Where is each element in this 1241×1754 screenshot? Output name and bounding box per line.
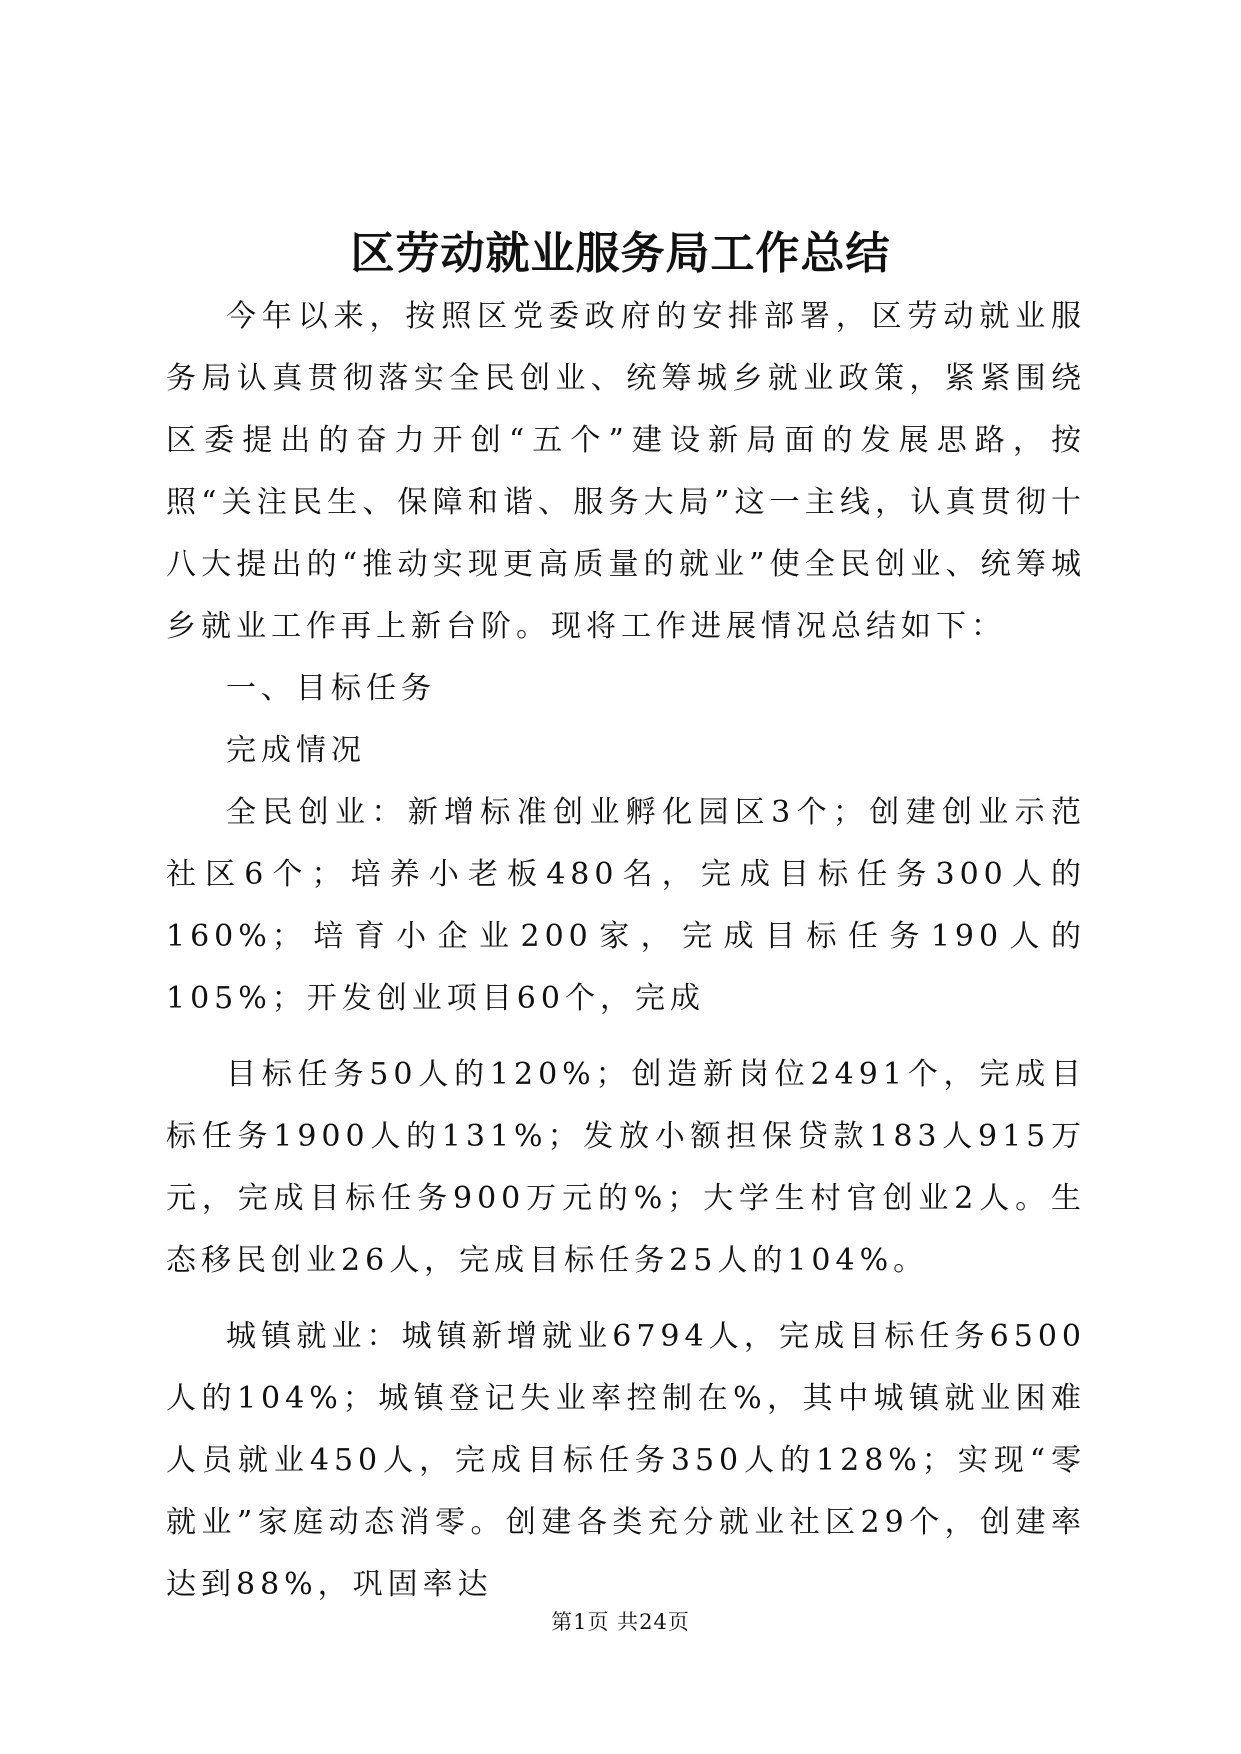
intro-paragraph: 今年以来，按照区党委政府的安排部署，区劳动就业服务局认真贯彻落实全民创业、统筹城乡就业政策，紧紧围绕区委提出的奋力开创“五个”建设新局面的发展思路，按照“关注民生、保障和谐、服务大局”这一主线，认真贯彻十八大提出的“推动实现更高质量的就业”使全民创业、统筹城乡就业工作再上新台阶。现将工作进展情况总结如下： — [166, 299, 1086, 644]
urban-employment-paragraph: 城镇就业：城镇新增就业6794人，完成目标任务6500人的104%；城镇登记失业率控制在%，其中城镇就业困难人员就业450人，完成目标任务350人的128%；实现“零就业”家庭动态消零。创建各类充分就业社区29个，创建率达到88%，巩固率达 — [166, 1319, 1086, 1602]
document-title: 区劳动就业服务局工作总结 — [350, 228, 891, 279]
page-footer: 第1页 共24页 — [551, 1610, 690, 1634]
paragraph-gap — [166, 1030, 1086, 1044]
subsection-heading: 完成情况 — [226, 733, 366, 768]
paragraph-gap — [166, 1292, 1086, 1306]
targets-paragraph: 目标任务50人的120%；创造新岗位2491个，完成目标任务1900人的131%；发放小额担保贷款183人915万元，完成目标任务900万元的%；大学生村官创业2人。生态移民创业26人，完成目标任务25人的104%。 — [166, 1057, 1086, 1278]
section-heading: 一、目标任务 — [226, 671, 436, 706]
entrepreneurship-paragraph: 全民创业：新增标准创业孵化园区3个；创建创业示范社区6个；培养小老板480名，完成目标任务300人的160%；培育小企业200家，完成目标任务190人的105%；开发创业项目60个，完成 — [166, 795, 1086, 1016]
document-body — [166, 286, 1086, 1616]
